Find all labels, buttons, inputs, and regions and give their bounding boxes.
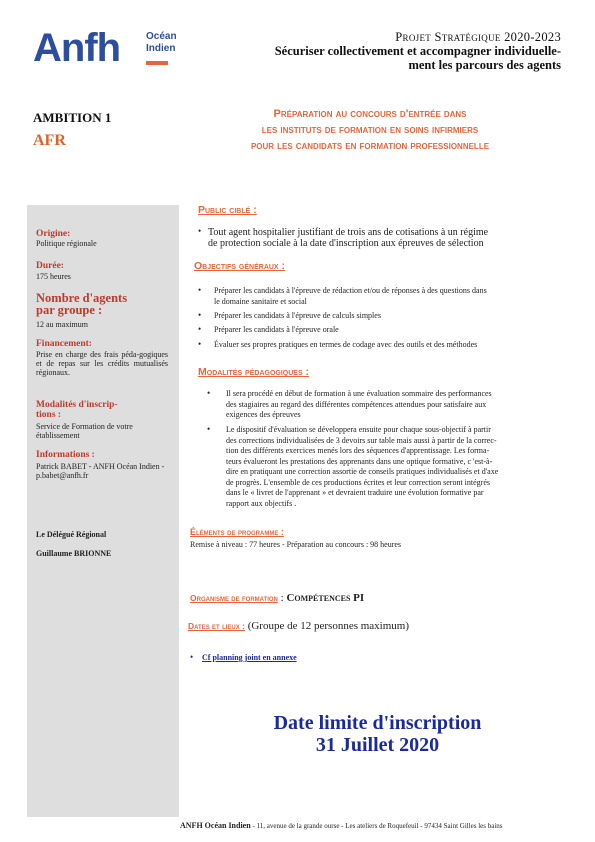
delegue-name: Guillaume BRIONNE bbox=[36, 549, 112, 558]
objectif-item: Évaluer ses propres pratiques en termes de codage avec des outils et des méthodes bbox=[214, 340, 478, 349]
bullet-icon: • bbox=[198, 285, 202, 295]
logo-accent-bar bbox=[146, 61, 168, 65]
organisme-value: Compétences PI bbox=[286, 592, 365, 604]
ambition-label: AMBITION 1 bbox=[33, 110, 112, 125]
financement-value: Prise en charge des frais péda-gogiques et de repas sur les crédits mutualisés régionaux. bbox=[36, 350, 168, 377]
dates-value: (Groupe de 12 personnes maximum) bbox=[244, 620, 409, 632]
public-heading: Public ciblé : bbox=[198, 204, 257, 216]
public-item: Tout agent hospitalier justifiant de trois ans de cotisations à un régime de protection sociale à la date d'inscription aux épreuves de sélection bbox=[208, 227, 489, 249]
footer-address-text: - 11, avenue de la grande ourse - Les ateliers de Roquefeuil - 97434 Saint Gilles les bains bbox=[250, 822, 503, 830]
footer-org: ANFH Océan Indien bbox=[180, 821, 251, 830]
objectif-item: Préparer les candidats à l'épreuve orale bbox=[214, 325, 339, 334]
informations-label: Informations : bbox=[36, 450, 95, 460]
elements-heading: Éléments de programme : bbox=[190, 527, 284, 537]
info-sidebar bbox=[27, 205, 179, 817]
bullet-icon: • bbox=[207, 388, 211, 398]
elements-text: Remise à niveau : 77 heures - Préparation au concours : 98 heures bbox=[190, 540, 402, 549]
modalites-heading: Modalités pédagogiques : bbox=[198, 366, 310, 378]
modalites-paragraph-1: Il sera procédé en début de formation à une évaluation sommaire des performances des stagiaires au regard des différentes compétences attendues pour satisfaire aux exigences des épreuves bbox=[226, 389, 492, 419]
project-subtitle-line1: Sécuriser collectivement et accompagner individuelle- bbox=[274, 44, 561, 58]
bullet-icon: • bbox=[190, 652, 194, 662]
objectif-item: Préparer les candidats à l'épreuve de rédaction et/ou de réponses à des questions dans le domaine sanitaire et social bbox=[214, 286, 487, 306]
registration-deadline: Date limite d'inscription 31 Juillet 2020 bbox=[273, 712, 482, 756]
modalites-inscription-value: Service de Formation de votre établissement bbox=[36, 422, 133, 440]
organisme-line: Organisme de formation : Compétences PI bbox=[190, 592, 365, 604]
informations-value: Patrick BABET - ANFH Océan Indien - p.babet@anfh.fr bbox=[36, 462, 165, 480]
nombre-agents-label: Nombre d'agents par groupe : bbox=[36, 291, 128, 317]
objectif-item: Préparer les candidats à l'épreuve de calculs simples bbox=[214, 311, 381, 320]
organisme-heading: Organisme de formation bbox=[190, 593, 278, 603]
bullet-icon: • bbox=[198, 226, 202, 236]
bullet-icon: • bbox=[198, 339, 202, 349]
logo-region: Océan Indien bbox=[146, 31, 177, 54]
afr-code: AFR bbox=[33, 132, 66, 149]
financement-label: Financement: bbox=[36, 339, 92, 349]
duree-value: 175 heures bbox=[36, 272, 71, 281]
modalites-inscription-label: Modalités d'inscrip- tions : bbox=[36, 400, 118, 420]
project-title: Projet Stratégique 2020-2023 bbox=[395, 30, 561, 44]
planning-link[interactable]: Cf planning joint en annexe bbox=[202, 653, 297, 662]
modalites-paragraph-2: Le dispositif d'évaluation se développera ensuite pour chaque sous-objectif à partir des corrections individualisées de 3 devoirs sur table mais aussi à partir de la correc- tion des différents exercices menés lors des séquences d'apprentissage. Les forma- teurs évalueront les prestations des apprenants dans une optique formative, c 'est-à- dire en pratiquant une correction assortie de conseils pratiques individualisés et d'axe de progrès. L'ensemble de ces productions écrites et leur correction seront intégrés dans le « livret de l'apprenant » et devraient traduire une évolution formative par rapport aux objectifs . bbox=[226, 425, 499, 508]
dates-line bbox=[188, 620, 409, 632]
project-subtitle-line2: ment les parcours des agents bbox=[408, 58, 561, 72]
project-header bbox=[201, 30, 561, 72]
anfh-logo bbox=[33, 28, 183, 70]
bullet-icon: • bbox=[207, 424, 211, 434]
delegue-title: Le Délégué Régional bbox=[36, 530, 107, 539]
footer-address bbox=[180, 821, 503, 830]
nombre-agents-value: 12 au maximum bbox=[36, 320, 88, 329]
origine-label: Origine: bbox=[36, 229, 71, 239]
origine-value: Politique régionale bbox=[36, 239, 97, 248]
logo-wordmark: Anfh bbox=[33, 26, 121, 70]
training-title: Préparation au concours d'entrée dans les instituts de formation en soins infirmiers pour les candidats en formation professionnelle bbox=[250, 108, 490, 152]
objectifs-heading: Objectifs généraux : bbox=[194, 260, 286, 272]
dates-heading: Dates et lieux : bbox=[188, 621, 245, 631]
bullet-icon: • bbox=[198, 310, 202, 320]
bullet-icon: • bbox=[198, 324, 202, 334]
duree-label: Durée: bbox=[36, 261, 64, 271]
